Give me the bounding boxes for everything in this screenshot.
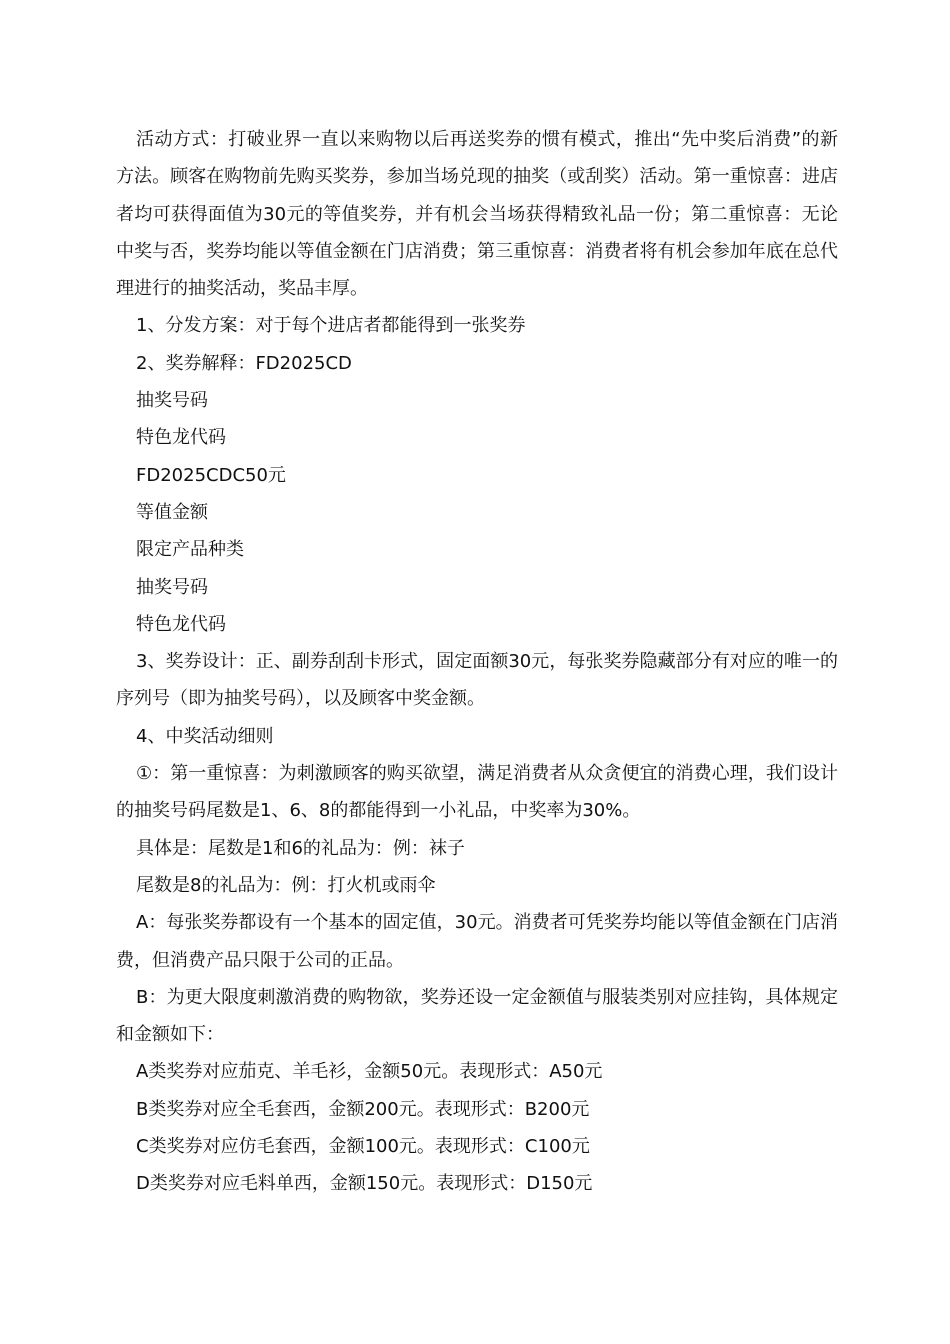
label-dragon-code: 特色龙代码 [136, 427, 226, 449]
item-prize-rules: 4、中奖活动细则 [136, 725, 274, 747]
point-a-paragraph: A：每张奖券都设有一个基本的固定值，30元。消费者可凭奖券均能以等值金额在门店消费，但消费产品只限于公司的正品。 [116, 912, 838, 971]
code-example: FD2025CDC50元 [136, 464, 286, 486]
voucher-class-a: A类奖券对应茄克、羊毛衫，金额50元。表现形式：A50元 [136, 1061, 603, 1083]
label-equal-value: 等值金额 [136, 501, 208, 523]
item-voucher-design: 3、奖券设计：正、副券刮刮卡形式，固定面额30元，每张奖券隐藏部分有对应的唯一的序列号（即为抽奖号码），以及顾客中奖金额。 [116, 651, 838, 710]
item-distribution-plan: 1、分发方案：对于每个进店者都能得到一张奖券 [136, 315, 526, 337]
document-body [116, 121, 838, 1203]
item-voucher-explanation: 2、奖券解释：FD2025CD [136, 352, 352, 374]
voucher-class-c: C类奖券对应仿毛套西，金额100元。表现形式：C100元 [136, 1136, 590, 1158]
label-lottery-number: 抽奖号码 [136, 390, 208, 412]
label-product-type: 限定产品种类 [136, 539, 244, 561]
first-surprise-paragraph: ①：第一重惊喜：为刺激顾客的购买欲望，满足消费者从众贪便宜的消费心理，我们设计的抽奖号码尾数是1、6、8的都能得到一小礼品，中奖率为30%。 [116, 763, 838, 822]
label-lottery-number-2: 抽奖号码 [136, 576, 208, 598]
detail-tail-1-6: 具体是：尾数是1和6的礼品为：例：袜子 [136, 837, 465, 859]
label-dragon-code-2: 特色龙代码 [136, 613, 226, 635]
voucher-class-d: D类奖券对应毛料单西，金额150元。表现形式：D150元 [136, 1173, 593, 1195]
intro-paragraph: 活动方式：打破业界一直以来购物以后再送奖券的惯有模式，推出“先中奖后消费”的新方法。顾客在购物前先购买奖券，参加当场兑现的抽奖（或刮奖）活动。第一重惊喜：进店者均可获得面值为30元的等值奖券，并有机会当场获得精致礼品一份；第二重惊喜：无论中奖与否，奖券均能以等值金额在门店消费；第三重惊喜：消费者将有机会参加年底在总代理进行的抽奖活动，奖品丰厚。 [116, 129, 838, 300]
voucher-class-b: B类奖券对应全毛套西，金额200元。表现形式：B200元 [136, 1098, 590, 1120]
detail-tail-8: 尾数是8的礼品为：例：打火机或雨伞 [136, 874, 436, 896]
point-b-paragraph: B：为更大限度刺激消费的购物欲，奖券还设一定金额值与服装类别对应挂钩，具体规定和金额如下： [116, 986, 838, 1046]
